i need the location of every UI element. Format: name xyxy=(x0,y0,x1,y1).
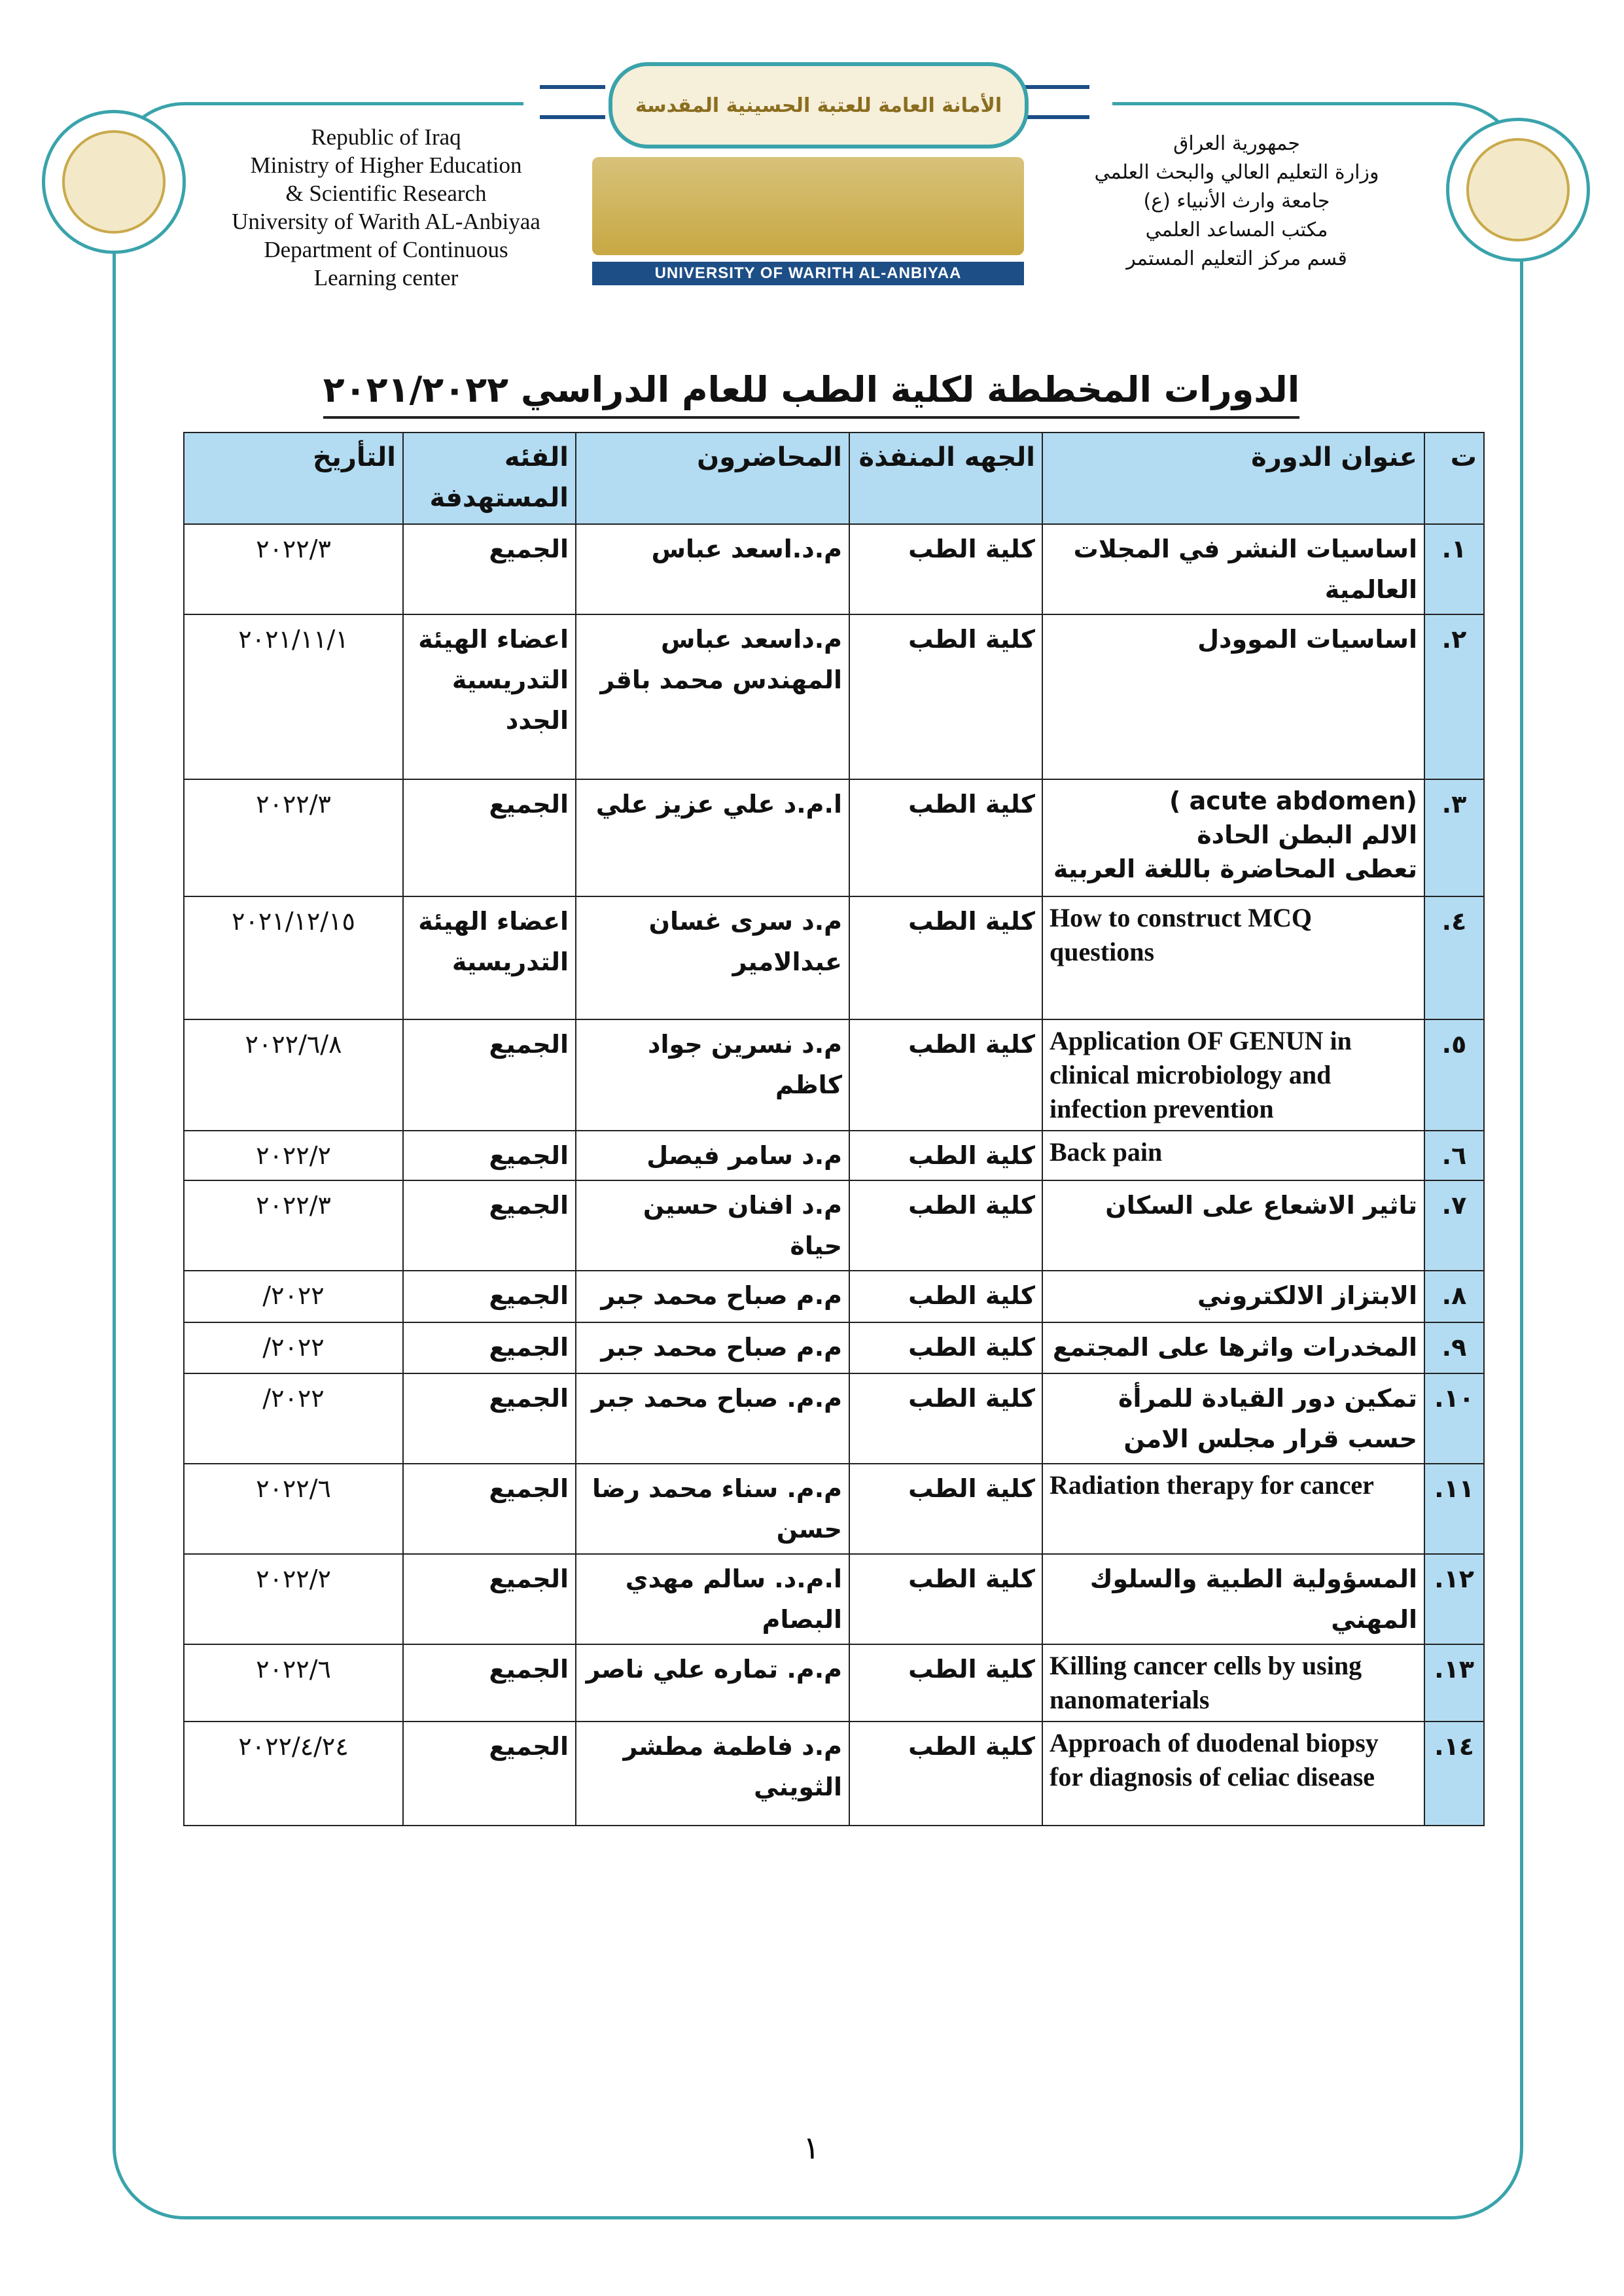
department: كلية الطب xyxy=(849,1554,1042,1644)
right-seal-logo xyxy=(1446,118,1590,262)
department: كلية الطب xyxy=(849,1464,1042,1554)
date: ٢٠٢٢/٣ xyxy=(184,1180,403,1271)
lecturer: م.م. سناء محمد رضا حسن xyxy=(576,1464,849,1554)
course-title: تمكين دور القيادة للمرأة حسب قرار مجلس الامن xyxy=(1042,1373,1424,1464)
table-row xyxy=(184,1322,1484,1373)
column-header: التأريخ xyxy=(184,433,403,524)
lecturer: ا.م.د. سالم مهدي البصام xyxy=(576,1554,849,1644)
table-row xyxy=(184,896,1484,1019)
row-number: ٣. xyxy=(1424,779,1484,896)
date: ٢٠٢١/١١/١ xyxy=(184,614,403,779)
row-number: ١٠. xyxy=(1424,1373,1484,1464)
row-number: ٩. xyxy=(1424,1322,1484,1373)
course-title: Back pain xyxy=(1042,1131,1424,1180)
target-group: الجميع xyxy=(403,1373,576,1464)
university-logo-english: UNIVERSITY OF WARITH AL-ANBIYAA xyxy=(592,262,1024,285)
lecturer: ا.م.د علي عزيز علي xyxy=(576,779,849,896)
courses-table xyxy=(183,432,1485,1826)
row-number: ١. xyxy=(1424,524,1484,614)
page-number: ١ xyxy=(803,2130,820,2166)
department: كلية الطب xyxy=(849,1322,1042,1373)
lecturer: م.د نسرين جواد كاظم xyxy=(576,1019,849,1131)
date: ٢٠٢٢/٦/٨ xyxy=(184,1019,403,1131)
target-group: الجميع xyxy=(403,1722,576,1826)
document-title-wrap xyxy=(196,364,1426,419)
department: كلية الطب xyxy=(849,1271,1042,1322)
department: كلية الطب xyxy=(849,1019,1042,1131)
department: كلية الطب xyxy=(849,1180,1042,1271)
course-title: المسؤولية الطبية والسلوك المهني xyxy=(1042,1554,1424,1644)
row-number: ٤. xyxy=(1424,896,1484,1019)
target-group: الجميع xyxy=(403,1554,576,1644)
left-seal-logo xyxy=(42,110,186,254)
course-title: Approach of duodenal biopsy for diagnosis of celiac disease xyxy=(1042,1722,1424,1826)
university-logo xyxy=(592,157,1024,288)
lecturer: م.م. صباح محمد جبر xyxy=(576,1373,849,1464)
date: ٢٠٢٢/ xyxy=(184,1322,403,1373)
lecturer: م.م صباح محمد جبر xyxy=(576,1322,849,1373)
department: كلية الطب xyxy=(849,524,1042,614)
column-header: المحاضرون xyxy=(576,433,849,524)
date: ٢٠٢٢/٦ xyxy=(184,1464,403,1554)
table-row xyxy=(184,1554,1484,1644)
letterhead-line: Ministry of Higher Education xyxy=(250,152,522,178)
table-row xyxy=(184,524,1484,614)
course-title: Radiation therapy for cancer xyxy=(1042,1464,1424,1554)
document-title: الدورات المخططة لكلية الطب للعام الدراسي ٢٠٢١/٢٠٢٢ xyxy=(323,364,1300,419)
date: ٢٠٢٢/ xyxy=(184,1271,403,1322)
row-number: ٥. xyxy=(1424,1019,1484,1131)
table-header-row xyxy=(184,433,1484,524)
target-group: الجميع xyxy=(403,524,576,614)
target-group: اعضاء الهيئة التدريسية xyxy=(403,896,576,1019)
target-group: الجميع xyxy=(403,1180,576,1271)
date: ٢٠٢١/١٢/١٥ xyxy=(184,896,403,1019)
column-header: الجهه المنفذة xyxy=(849,433,1042,524)
arabic-letterhead xyxy=(1060,130,1413,274)
target-group: الجميع xyxy=(403,1131,576,1180)
letterhead-line: Learning center xyxy=(313,265,459,291)
target-group: الجميع xyxy=(403,779,576,896)
date: ٢٠٢٢/٣ xyxy=(184,524,403,614)
course-title: اساسيات النشر في المجلات العالمية xyxy=(1042,524,1424,614)
table-row xyxy=(184,1019,1484,1131)
row-number: ١١. xyxy=(1424,1464,1484,1554)
row-number: ٦. xyxy=(1424,1131,1484,1180)
column-header: الفئه المستهدفة xyxy=(403,433,576,524)
row-number: ٢. xyxy=(1424,614,1484,779)
table-row xyxy=(184,1180,1484,1271)
lecturer: م.د.اسعد عباس xyxy=(576,524,849,614)
english-letterhead xyxy=(196,123,576,292)
department: كلية الطب xyxy=(849,614,1042,779)
letterhead-line: Department of Continuous xyxy=(264,237,508,262)
date: ٢٠٢٢/٣ xyxy=(184,779,403,896)
row-number: ١٣. xyxy=(1424,1644,1484,1722)
date: ٢٠٢٢/٢ xyxy=(184,1131,403,1180)
row-number: ١٢. xyxy=(1424,1554,1484,1644)
table-row xyxy=(184,1722,1484,1826)
lecturer: م.م صباح محمد جبر xyxy=(576,1271,849,1322)
letterhead-line: مكتب المساعد العلمي xyxy=(1145,219,1328,241)
target-group: الجميع xyxy=(403,1322,576,1373)
seal-emblem xyxy=(62,130,166,234)
date: ٢٠٢٢/٦ xyxy=(184,1644,403,1722)
date: ٢٠٢٢/٤/٢٤ xyxy=(184,1722,403,1826)
letterhead-line: قسم مركز التعليم المستمر xyxy=(1126,247,1347,270)
department: كلية الطب xyxy=(849,779,1042,896)
target-group: الجميع xyxy=(403,1019,576,1131)
course-title: (acute abdomen ) الالم البطن الحادة تعطى المحاضرة باللغة العربية xyxy=(1042,779,1424,896)
course-title: الابتزاز الالكتروني xyxy=(1042,1271,1424,1322)
table-row xyxy=(184,1271,1484,1322)
calligraphy-banner-logo xyxy=(609,62,1029,149)
ornament-left xyxy=(540,85,605,119)
letterhead-line: Republic of Iraq xyxy=(311,124,461,150)
department: كلية الطب xyxy=(849,1373,1042,1464)
lecturer: م.د فاطمة مطشر الثويني xyxy=(576,1722,849,1826)
target-group: الجميع xyxy=(403,1271,576,1322)
lecturer: م.داسعد عباس المهندس محمد باقر xyxy=(576,614,849,779)
column-header: ت xyxy=(1424,433,1484,524)
lecturer: م.د سرى غسان عبدالامير xyxy=(576,896,849,1019)
table-row xyxy=(184,1644,1484,1722)
department: كلية الطب xyxy=(849,1644,1042,1722)
letterhead-line: & Scientific Research xyxy=(285,181,487,206)
department: كلية الطب xyxy=(849,1722,1042,1826)
course-title: اساسيات الموودل xyxy=(1042,614,1424,779)
row-number: ١٤. xyxy=(1424,1722,1484,1826)
column-header: عنوان الدورة xyxy=(1042,433,1424,524)
seal-emblem xyxy=(1466,138,1570,241)
course-title: المخدرات واثرها على المجتمع xyxy=(1042,1322,1424,1373)
target-group: الجميع xyxy=(403,1644,576,1722)
letterhead-line: جامعة وارث الأنبياء (ع) xyxy=(1143,190,1330,213)
row-number: ٨. xyxy=(1424,1271,1484,1322)
course-title: Killing cancer cells by using nanomaterials xyxy=(1042,1644,1424,1722)
date: ٢٠٢٢/٢ xyxy=(184,1554,403,1644)
banner-text: الأمانة العامة للعتبة الحسينية المقدسة xyxy=(635,94,1002,117)
letterhead-line: جمهورية العراق xyxy=(1173,132,1300,155)
lecturer: م.د سامر فيصل xyxy=(576,1131,849,1180)
row-number: ٧. xyxy=(1424,1180,1484,1271)
date: ٢٠٢٢/ xyxy=(184,1373,403,1464)
table-row xyxy=(184,1464,1484,1554)
department: كلية الطب xyxy=(849,1131,1042,1180)
table-row xyxy=(184,614,1484,779)
table-row xyxy=(184,1373,1484,1464)
course-title: How to construct MCQ questions xyxy=(1042,896,1424,1019)
letterhead-line: University of Warith AL-Anbiyaa xyxy=(232,209,540,234)
course-title: Application OF GENUN in clinical microbiology and infection prevention xyxy=(1042,1019,1424,1131)
table-row xyxy=(184,779,1484,896)
ornament-right xyxy=(1024,85,1089,119)
university-logo-calligraphy xyxy=(592,157,1024,255)
department: كلية الطب xyxy=(849,896,1042,1019)
course-title: تاثير الاشعاع على السكان xyxy=(1042,1180,1424,1271)
letterhead-line: وزارة التعليم العالي والبحث العلمي xyxy=(1094,161,1379,184)
target-group: الجميع xyxy=(403,1464,576,1554)
table-row xyxy=(184,1131,1484,1180)
lecturer: م.د افنان حسين حياة xyxy=(576,1180,849,1271)
target-group: اعضاء الهيئة التدريسية الجدد xyxy=(403,614,576,779)
lecturer: م.م. تماره علي ناصر xyxy=(576,1644,849,1722)
